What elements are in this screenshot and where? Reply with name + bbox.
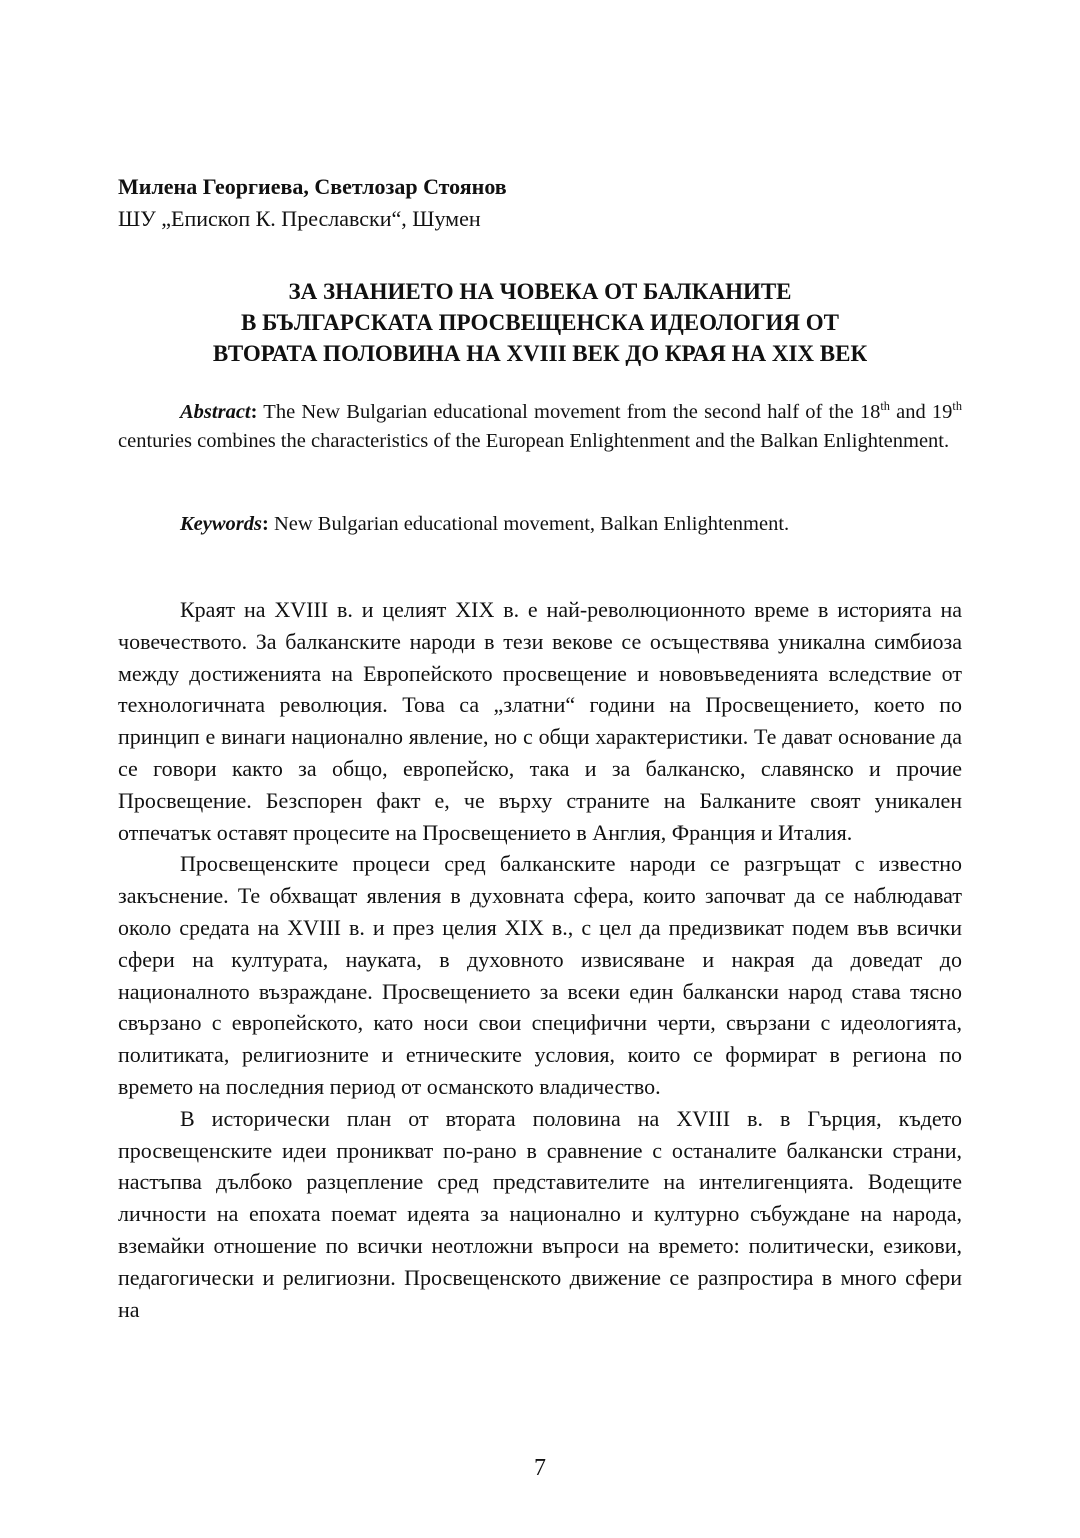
title-line: ЗА ЗНАНИЕТО НА ЧОВЕКА ОТ БАЛКАНИТЕ (288, 279, 792, 304)
abstract-text-2: and 19 (889, 401, 953, 423)
paragraph: Просвещенските процеси сред балканските народи се разгръщат с известно закъснение. Те обхващат явления в духовната сфера, които започват да се наблюдават около средата на XVIII в. и през целия XIX в., с цел да предизвикат подем във всички сфери на културата, науката, в духовното извисяване и накрая да доведат до националното възраждане. Просвещението за всеки един балкански народ става тясно свързано с европейското, като носи свои специфични черти, свързани с идеологията, политиката, религиозните и етническите условия, които се формират в региона по времето на последния период от османското владичество. (118, 851, 962, 1099)
paragraph: Краят на XVIII в. и целият XIX в. е най-революционното време в историята на човечеството. За балканските народи в тези векове се осъществява уникална симбиоза между достиженията на Европейското просвещение и нововъведенията вследствие от технологичната революция. Това са „златни“ години на Просвещението, което по принцип е винаги национално явление, но с общи характеристики. Те дават основание да се говори както за общо, европейско, така и за балканско, славянско и прочие Просвещение. Безспорен факт е, че върху страните на Балканите своят уникален отпечатък оставят процесите на Просвещението в Англия, Франция и Италия. (118, 597, 962, 845)
paragraph: В исторически план от втората половина на XVIII в. в Гърция, където просвещенските идеи проникват по-рано в сравнение с останалите балкански страни, настъпва дълбоко разцепление сред представителите на интелигенцията. Водещите личности на епохата поемат идеята за национално и културно събуждане на народа, вземайки отношение по всички неотложни въпроси на времето: политически, езикови, педагогически и религиозни. Просвещенското движение се разпростира в много сфери на (118, 1105, 962, 1322)
abstract-label: Abstract (180, 401, 251, 423)
body-text (118, 594, 962, 1325)
keywords-label: Keywords (180, 513, 262, 535)
title-line: В БЪЛГАРСКАТА ПРОСВЕЩЕНСКА ИДЕОЛОГИЯ ОТ (241, 310, 839, 335)
abstract: Abstract: The New Bulgarian educational movement from the second half of the 18th and 19th centuries combines the characteristics of the European Enlightenment and the Balkan Enlightenment. (118, 399, 962, 452)
affiliation: ШУ „Епископ К. Преславски“, Шумен (118, 206, 481, 231)
abstract-text-1: The New Bulgarian educational movement from the second half of the 18 (257, 401, 881, 423)
title-line: ВТОРАТА ПОЛОВИНА НА XVIII ВЕК ДО КРАЯ НА XIX ВЕК (212, 341, 868, 366)
abstract-text-3: centuries combines the characteristics of the European Enlightenment and the Balkan Enlightenment. (118, 430, 950, 452)
abstract-sup-2: th (952, 399, 962, 414)
page-number: 7 (534, 1455, 546, 1481)
authors: Милена Георгиева, Светлозар Стоянов (118, 174, 507, 199)
abstract-sup-1: th (880, 399, 890, 414)
keywords-text: New Bulgarian educational movement, Balkan Enlightenment. (268, 513, 790, 535)
paper-title (118, 276, 962, 369)
keywords: Keywords: New Bulgarian educational movement, Balkan Enlightenment. (180, 513, 790, 535)
